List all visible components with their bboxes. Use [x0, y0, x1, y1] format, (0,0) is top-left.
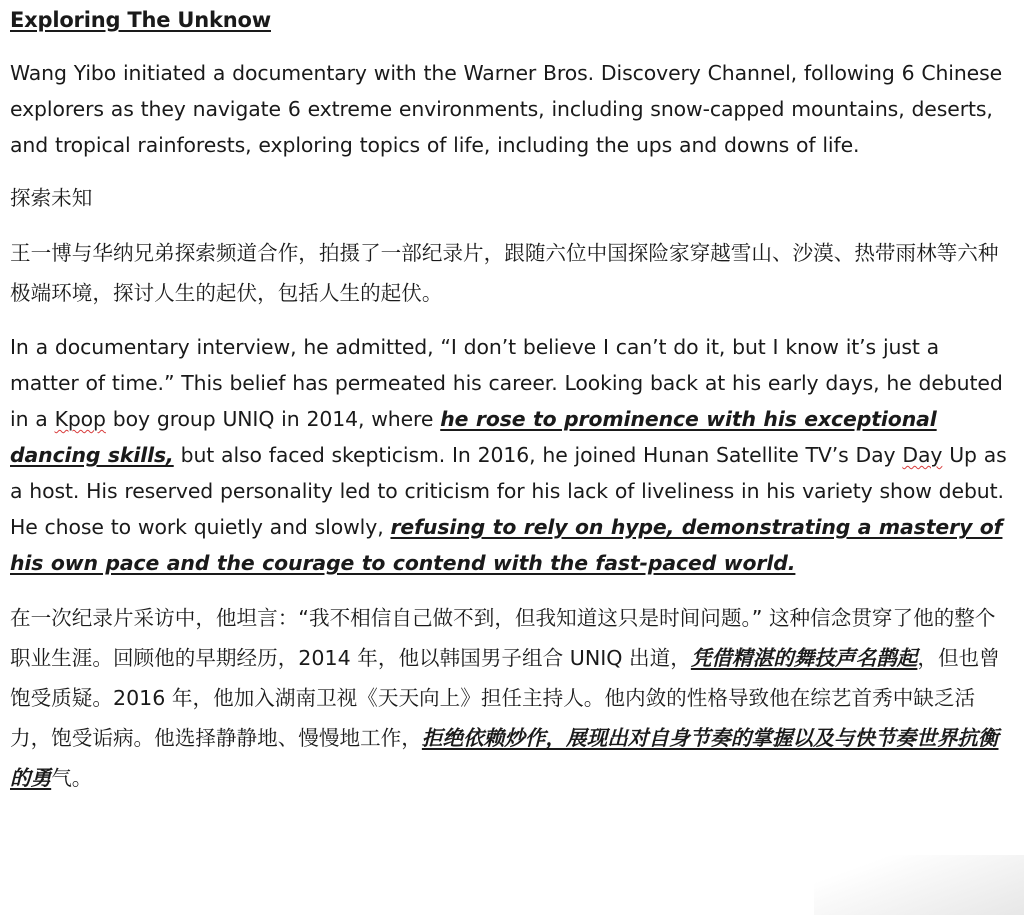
chinese-intro-paragraph: 王一博与华纳兄弟探索频道合作，拍摄了一部纪录片，跟随六位中国探险家穿越雪山、沙漠、热带雨林等六种极端环境，探讨人生的起伏，包括人生的起伏。: [10, 241, 999, 305]
text-run: Up as a host. His reserved personality led to criticism for his lack of liveliness in his variety show debut. He chose to work quietly and slowly,: [10, 443, 1007, 539]
emphasized-text: he rose to prominence with his exceptional dancing skills,: [10, 407, 937, 467]
page-curl-shadow: [814, 855, 1024, 915]
emphasized-text: 凭借精湛的舞技声名鹊起: [690, 646, 918, 670]
text-run: In a documentary interview, he admitted, “I don’t believe I can’t do it, but I know it’s just a matter of time.” This belief has permeated his career. Looking back at his early days, he debuted in a: [10, 335, 1003, 431]
spellcheck-flagged-word: Kpop: [54, 407, 106, 431]
text-run: but also faced skepticism. In 2016, he joined Hunan Satellite TV’s Day: [173, 443, 903, 467]
emphasized-text: refusing to rely on hype, demonstrating a mastery of his own pace and the courage to contend with the fast-paced world.: [10, 515, 1003, 575]
chinese-title: 探索未知: [10, 186, 93, 210]
english-interview-paragraph: [10, 329, 1010, 581]
document-body: [10, 0, 1010, 798]
text-run: boy group UNIQ in 2014, where: [105, 407, 441, 431]
english-intro-paragraph: Wang Yibo initiated a documentary with the Warner Bros. Discovery Channel, following 6 Chinese explorers as they navigate 6 extreme environments, including snow-capped mountains, deserts, and tropical rainforests, exploring topics of life, including the ups and downs of life.: [10, 61, 1003, 157]
document-title: Exploring The Unknow: [10, 8, 271, 32]
text-run: 在一次纪录片采访中，他坦言：“我不相信自己做不到，但我知道这只是时间问题。” 这种信念贯穿了他的整个职业生涯。回顾他的早期经历，2014 年，他以韩国男子组合 UNIQ 出道，: [10, 606, 996, 670]
emphasized-text: 拒绝依赖炒作，展现出对自身节奏的掌握以及与快节奏世界抗衡的勇: [10, 726, 999, 790]
spellcheck-flagged-word: Day: [902, 443, 943, 467]
text-run: ，但也曾饱受质疑。2016 年，他加入湖南卫视《天天向上》担任主持人。他内敛的性格导致他在综艺首秀中缺乏活力，饱受诟病。他选择静静地、慢慢地工作，: [10, 646, 1000, 750]
text-run: 气。: [51, 766, 93, 790]
chinese-interview-paragraph: [10, 598, 1010, 798]
